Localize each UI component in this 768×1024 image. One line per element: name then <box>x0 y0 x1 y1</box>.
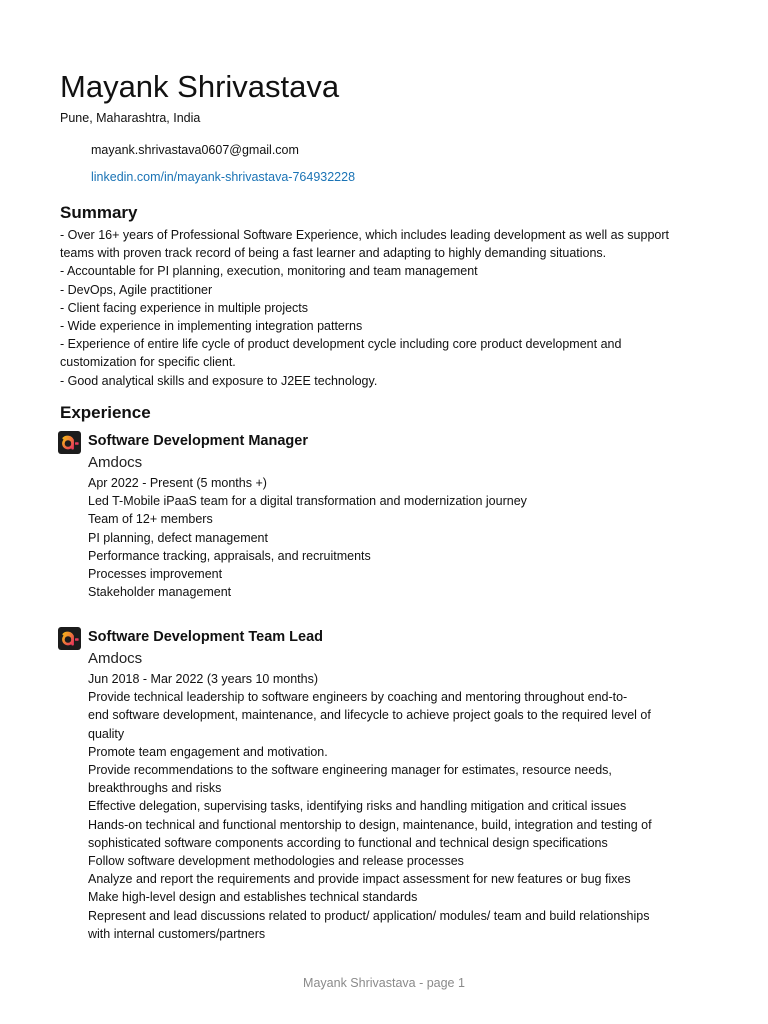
job-detail-line: Provide recommendations to the software engineering manager for estimates, resource needs, <box>88 763 612 778</box>
amdocs-logo-icon <box>58 627 81 650</box>
summary-line: - Good analytical skills and exposure to J2EE technology. <box>60 373 378 388</box>
job-detail-line: Make high-level design and establishes technical standards <box>88 890 418 905</box>
job-detail-line: Processes improvement <box>88 567 223 582</box>
candidate-location: Pune, Maharashtra, India <box>60 111 201 125</box>
summary-line: teams with proven track record of being a fast learner and adapting to highly demanding situations. <box>60 246 607 261</box>
job-detail-line: Analyze and report the requirements and provide impact assessment for new features or bug fixes <box>88 872 631 887</box>
job-detail-line: sophisticated software components according to functional and technical design specifications <box>88 835 608 850</box>
summary-heading: Summary <box>60 203 138 222</box>
experience-entry <box>58 627 698 947</box>
job-detail-line: Effective delegation, supervising tasks, identifying risks and handling mitigation and critical issues <box>88 799 627 814</box>
summary-line: customization for specific client. <box>60 355 236 370</box>
job-detail-line: PI planning, defect management <box>88 530 268 545</box>
job-detail-line: breakthroughs and risks <box>88 781 222 796</box>
summary-list <box>60 226 700 390</box>
linkedin-link[interactable]: linkedin.com/in/mayank-shrivastava-764932228 <box>91 170 356 184</box>
job-detail-line: Hands-on technical and functional mentorship to design, maintenance, build, integration and testing of <box>88 817 652 832</box>
job-company: Amdocs <box>88 454 143 471</box>
job-detail-line: Promote team engagement and motivation. <box>88 744 328 759</box>
job-detail-line: Provide technical leadership to software engineers by coaching and mentoring throughout end-to- <box>88 690 628 705</box>
summary-line: - Client facing experience in multiple projects <box>60 300 309 315</box>
summary-line: - Accountable for PI planning, execution, monitoring and team management <box>60 264 478 279</box>
summary-line: - Wide experience in implementing integration patterns <box>60 319 363 334</box>
job-detail-line: Follow software development methodologies and release processes <box>88 854 464 869</box>
job-details <box>88 670 658 943</box>
job-detail-line: Team of 12+ members <box>88 512 213 527</box>
summary-line: - DevOps, Agile practitioner <box>60 282 213 297</box>
job-detail-line: quality <box>88 726 125 741</box>
job-detail-line: Represent and lead discussions related to product/ application/ modules/ team and build relationships <box>88 908 650 923</box>
job-detail-line: Performance tracking, appraisals, and recruitments <box>88 548 371 563</box>
job-detail-line: Led T-Mobile iPaaS team for a digital transformation and modernization journey <box>88 494 527 509</box>
job-date-range: Jun 2018 - Mar 2022 (3 years 10 months) <box>88 672 318 686</box>
job-title: Software Development Manager <box>88 433 308 449</box>
job-company: Amdocs <box>88 650 143 667</box>
job-details <box>88 474 658 601</box>
job-title: Software Development Team Lead <box>88 629 324 645</box>
summary-line: - Experience of entire life cycle of product development cycle including core product development and <box>60 337 622 352</box>
experience-entry <box>58 431 698 606</box>
email-text: mayank.shrivastava0607@gmail.com <box>91 143 299 157</box>
job-detail-line: end software development, maintenance, and lifecycle to achieve project goals to the required level of <box>88 708 651 723</box>
job-date-range: Apr 2022 - Present (5 months +) <box>88 476 267 490</box>
job-detail-line: with internal customers/partners <box>88 926 266 941</box>
job-detail-line: Stakeholder management <box>88 585 232 600</box>
summary-line: - Over 16+ years of Professional Software Experience, which includes leading development as well as support <box>60 228 670 242</box>
page-footer: Mayank Shrivastava - page 1 <box>303 976 465 990</box>
experience-heading: Experience <box>60 403 151 422</box>
candidate-name: Mayank Shrivastava <box>60 69 340 104</box>
amdocs-logo-icon <box>58 431 81 454</box>
